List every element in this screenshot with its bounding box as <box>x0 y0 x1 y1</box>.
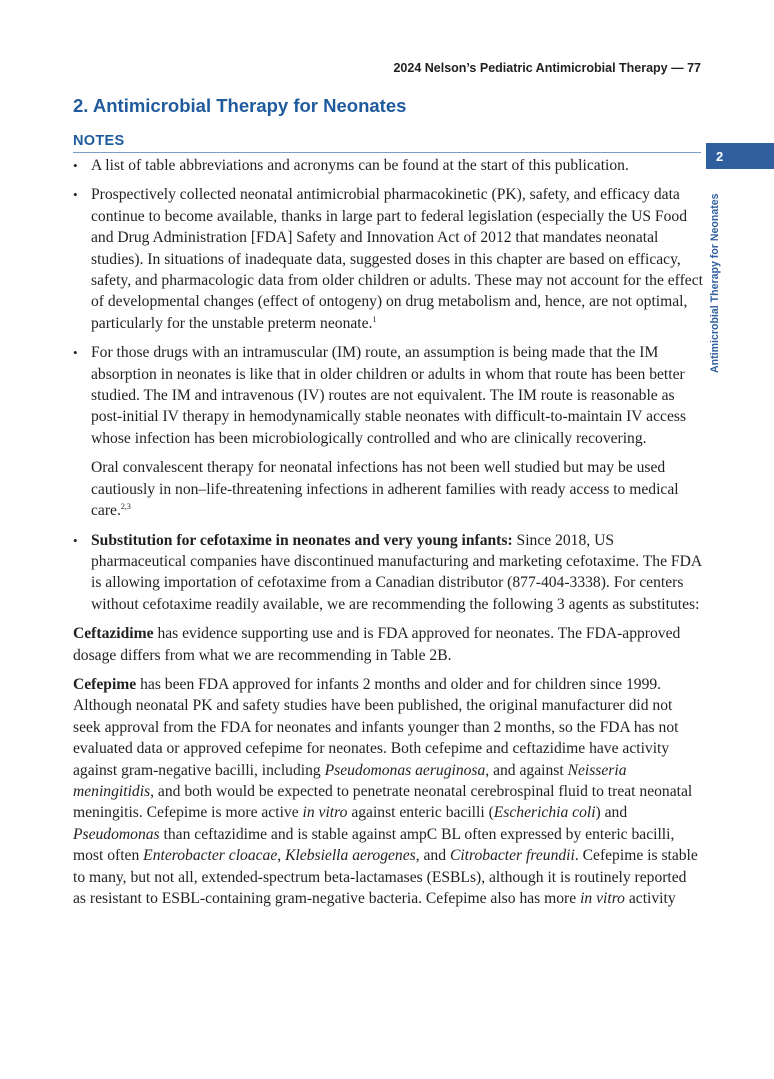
note-im-route: For those drugs with an intramuscular (IM) route, an assumption is being made that the IM absorption in neonates is like that in older children or adults in whom that route has been better studied. The IM and intravenous (IV) routes are not equivalent. The IM route is reasonable as post-initial IV therapy in hemodynamically stable neonates with difficult-to-maintain IV access whose infection has been microbiologically controlled and who are clinically recovering. <box>91 344 687 447</box>
note-oral-therapy <box>73 457 703 521</box>
notes-divider <box>73 152 701 153</box>
chapter-tab <box>706 143 774 169</box>
list-item <box>73 184 703 334</box>
note-abbreviations: A list of table abbreviations and acronyms can be found at the start of this publication. <box>91 157 629 174</box>
chapter-side-label: Antimicrobial Therapy for Neonates <box>709 193 721 373</box>
cefepime-text: , and <box>415 847 450 865</box>
list-item <box>73 530 703 616</box>
note-substitution-heading: Substitution for cefotaxime in neonates and very young infants: <box>91 531 513 549</box>
note-oral-therapy-text: Oral convalescent therapy for neonatal infections has not been well studied but may be used cautiously in non–life-threatening infections in adherent families with ready access to medical care. <box>91 459 679 520</box>
note-substitution-text: Since 2018, US pharmaceutical companies have discontinued manufacturing and marketing cefotaxime. The FDA is allowing importation of cefotaxime from a Canadian distributor (877-404-3338). For centers without cefotaxime readily available, we are recommending the following 3 agents as substitutes: <box>91 531 702 613</box>
cefepime-text: activity <box>624 890 676 907</box>
organism-name: Pseudomonas aeruginosa <box>324 761 486 779</box>
organism-name: Pseudomonas <box>73 825 160 843</box>
list-item <box>73 342 703 449</box>
cefepime-text: , and against <box>485 761 568 779</box>
cefepime-text: . Cefepime is stable to many, but not all, extended-spectrum beta-lactamases (ESBLs), although it is routinely reported as resistant to ESBL-containing gram-negative bacteria. Cefepime also has more <box>73 847 698 907</box>
cefepime-text: , and both would be expected to penetrate neonatal cerebrospinal fluid to treat neonatal meningitis. Cefepime is more active <box>73 782 693 822</box>
organism-name: Citrobacter freundii <box>449 847 575 865</box>
organism-name: Neisseria meningitidis <box>73 761 627 800</box>
organism-name: Klebsiella aerogenes <box>285 847 416 865</box>
cefepime-text: against enteric bacilli ( <box>347 804 494 822</box>
bullet-icon: • <box>73 187 78 203</box>
cefepime-text: has been FDA approved for infants 2 months and older and for children since 1999. Although neonatal PK and safety studies have been published, the original manufacturer did not seek approval from the FDA for neonates and infants younger than 2 months, so the FDA has not evaluated data or approved cefepime for neonates. Both cefepime and ceftazidime have activity against gram-negative bacilli, including <box>73 675 679 779</box>
cefepime-text: ) and <box>595 804 628 822</box>
bullet-icon: • <box>73 532 78 548</box>
drug-name-ceftazidime: Ceftazidime <box>73 625 154 643</box>
italic-term: in vitro <box>302 804 348 822</box>
footnote-ref: 1 <box>372 314 377 324</box>
chapter-title: 2. Antimicrobial Therapy for Neonates <box>73 95 407 116</box>
italic-term: in vitro <box>580 890 625 907</box>
bullet-icon: • <box>73 158 78 173</box>
chapter-tab-number: 2 <box>716 149 724 164</box>
footnote-ref: 2,3 <box>120 501 131 511</box>
ceftazidime-text: has evidence supporting use and is FDA approved for neonates. The FDA-approved dosage differs from what we are recommending in Table 2B. <box>73 625 681 664</box>
cefepime-text: than ceftazidime and is stable against ampC BL often expressed by enteric bacilli, most often <box>73 825 675 865</box>
organism-name: Enterobacter cloacae <box>143 847 278 865</box>
organism-name: Escherichia coli <box>493 804 596 822</box>
ceftazidime-paragraph <box>73 623 703 666</box>
bullet-icon: • <box>73 345 78 361</box>
cefepime-paragraph <box>73 674 703 909</box>
note-pk-data: Prospectively collected neonatal antimicrobial pharmacokinetic (PK), safety, and efficacy data continue to become available, thanks in large part to federal legislation (especially the US Food and Drug Administration [FDA] Safety and Innovation Act of 2012 that mandates neonatal studies). In situations of inadequate data, suggested doses in this chapter are based on efficacy, safety, and pharmacologic data from older children or adults. These may not account for the effect of developmental changes (effect of ontogeny) on drug metabolism and, hence, are not optimal, particularly for the unstable preterm neonate. <box>91 186 703 332</box>
notes-heading: NOTES <box>73 133 125 149</box>
page-body <box>73 155 703 917</box>
running-head: 2024 Nelson’s Pediatric Antimicrobial Therapy — 77 <box>393 61 701 75</box>
list-item <box>73 155 703 176</box>
drug-name-cefepime: Cefepime <box>73 675 137 693</box>
cefepime-text: , <box>277 847 286 865</box>
